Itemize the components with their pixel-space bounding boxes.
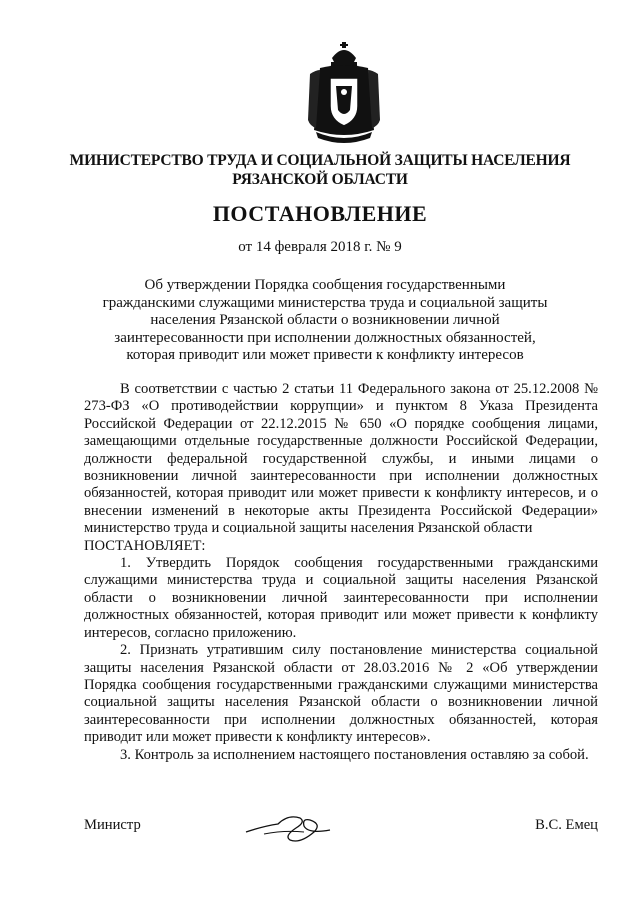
handwritten-signature <box>244 806 332 846</box>
document-body <box>84 381 598 764</box>
decree-item-2: 2. Признать утратившим силу постановление министерства социальной защиты населения Рязанской области от 28.03.2016 № 2 «Об утверждении Порядка сообщения государственными гражданскими служащими министерства социальной защиты населения Рязанской области о возникновении личной заинтересованности при исполнении должностных обязанностей, которая приводит или может привести к конфликту интересов». <box>84 642 598 746</box>
decree-word: ПОСТАНОВЛЯЕТ: <box>84 537 206 554</box>
decree-item-3: 3. Контроль за исполнением настоящего постановления оставляю за собой. <box>120 746 589 763</box>
subject-line: Об утверждении Порядка сообщения государственными <box>144 277 506 293</box>
decree-item-1: 1. Утвердить Порядок сообщения государственными гражданскими служащими министерства труда и социальной защиты населения Рязанской области о возникновении личной заинтересованности при исполнении должностных обязанностей, которая приводит или может привести к конфликту интересов, согласно приложению. <box>84 555 598 641</box>
organization-name-line1: МИНИСТЕРСТВО ТРУДА И СОЦИАЛЬНОЙ ЗАЩИТЫ НАСЕЛЕНИЯ <box>69 152 571 169</box>
document-subject <box>90 277 560 365</box>
subject-line: которая приводит или может привести к конфликту интересов <box>126 347 524 363</box>
signatory-name: В.С. Емец <box>535 817 598 833</box>
subject-line: населения Рязанской области о возникновении личной <box>150 312 500 328</box>
document-date-number: от 14 февраля 2018 г. № 9 <box>238 239 402 255</box>
signatory-title: Министр <box>84 817 141 833</box>
organization-name <box>40 151 600 189</box>
coat-of-arms-icon <box>302 40 386 144</box>
subject-line: гражданскими служащими министерства труда и социальной защиты <box>102 294 548 311</box>
preamble-paragraph: В соответствии с частью 2 статьи 11 Федерального закона от 25.12.2008 № 273-ФЗ «О противодействии коррупции» и пунктом 8 Указа Президента Российской Федерации от 22.12.2015 № 650 «О порядке сообщения лицами, замещающими отдельные государственные должности Российской Федерации, должности федеральной государственной службы, и иными лицами о возникновении личной заинтересованности при исполнении должностных обязанностей, которая приводит или может привести к конфликту интересов, и о внесении изменений в некоторые акты Президента Российской Федерации» министерство труда и социальной защиты населения Рязанской области <box>84 381 598 537</box>
subject-line: заинтересованности при исполнении должностных обязанностей, <box>114 329 536 346</box>
document-type: ПОСТАНОВЛЕНИЕ <box>212 201 428 226</box>
organization-name-line2: РЯЗАНСКОЙ ОБЛАСТИ <box>232 171 408 188</box>
